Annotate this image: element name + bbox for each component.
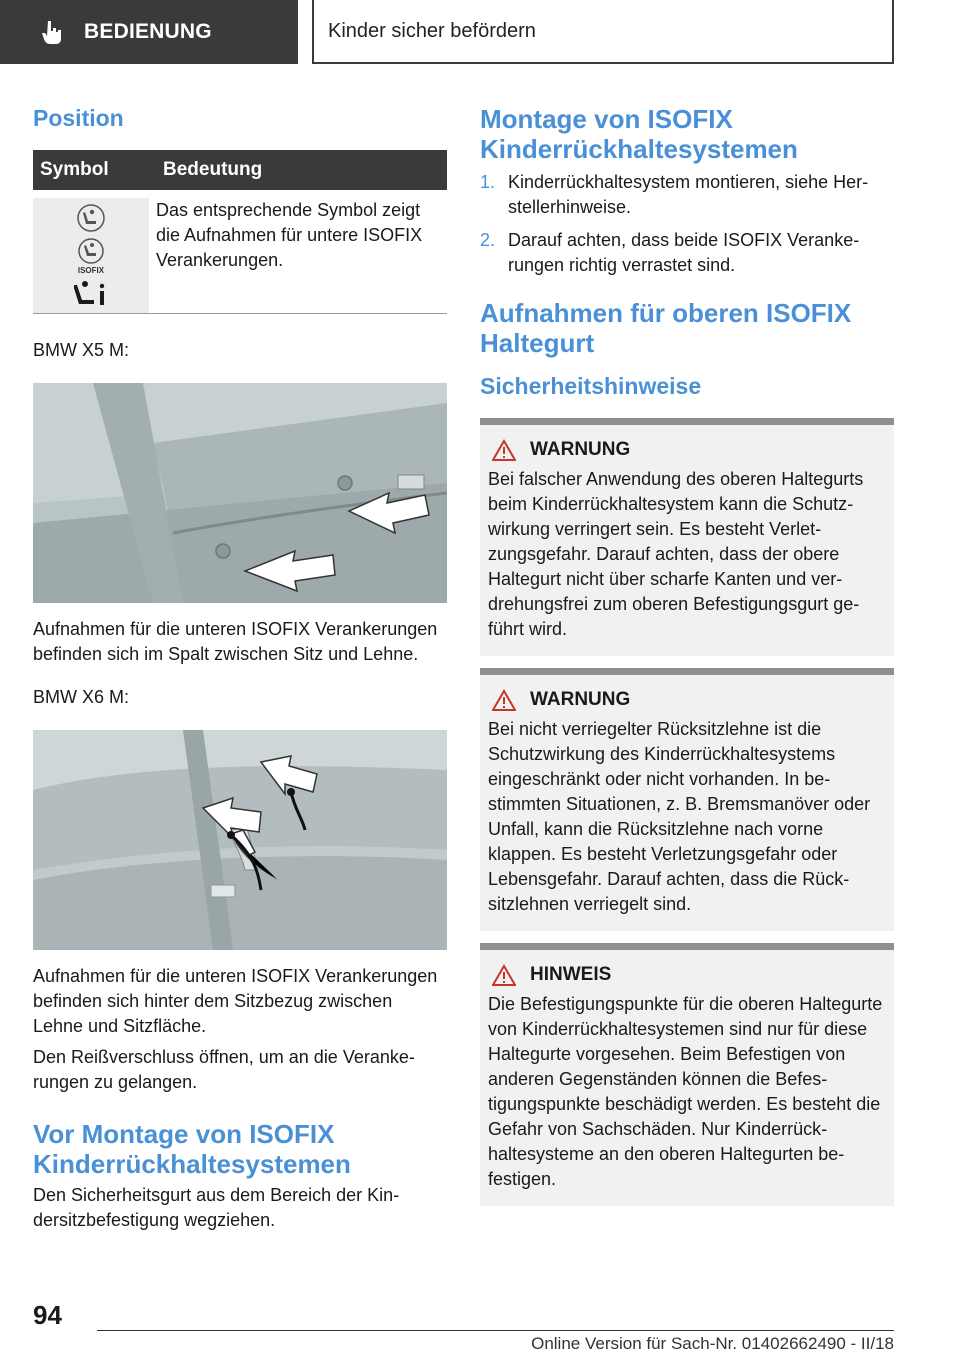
symbol-cell <box>33 198 149 313</box>
x5-label: BMW X5 M: <box>33 340 130 360</box>
warning-box <box>480 418 894 656</box>
notice-title: HINWEIS <box>530 964 612 985</box>
safety-heading: Sicherheitshinweise <box>480 373 702 399</box>
warning-title-row <box>488 439 886 461</box>
isofix-child-seat-icon <box>74 237 108 275</box>
step-number: 2. <box>480 230 496 250</box>
x6-seat-image <box>33 730 447 950</box>
page-footer <box>33 1300 894 1353</box>
x6-caption: Aufnahmen für die unteren ISOFIX Verankerungen befinden sich hinter dem Sitzbezug zwischen Lehne und Sitzfläche. <box>33 966 438 1036</box>
section-title: BEDIENUNG <box>84 20 212 43</box>
chapter-tab <box>312 0 894 64</box>
table-row <box>33 198 447 314</box>
step-number: 1. <box>480 172 496 192</box>
montage-heading: Montage von ISOFIX Kinderrückhaltesystemen <box>480 104 798 164</box>
warning-text: Bei nicht verriegelter Rücksitzlehne ist die Schutzwirkung des Kinderrückhaltesystems eingeschränkt oder nicht vorhanden. In bestimmten Situationen, z. B. Bremsmanöver oder Unfall, kann die Rücksitzlehne nach vorne klappen. Es besteht Verletzungsgefahr oder Lebensgefahr. Darauf achten, dass die Rücksitzlehnen verriegelt sind. <box>488 719 871 914</box>
chapter-title: Kinder sicher befördern <box>328 19 536 42</box>
x5-caption: Aufnahmen für die unteren ISOFIX Verankerungen befinden sich im Spalt zwischen Sitz und Lehne. <box>33 619 438 664</box>
list-item <box>480 170 894 220</box>
symbol-meaning: Das entsprechende Symbol zeigt die Aufnahmen für untere ISOFIX Verankerungen. <box>156 200 423 270</box>
isofix-label: ISOFIX <box>77 265 105 275</box>
list-item <box>480 228 894 278</box>
symbol-table <box>33 150 447 314</box>
col-meaning-header: Bedeutung <box>163 159 263 180</box>
section-tab <box>0 0 298 64</box>
x6-zip-text: Den Reißverschluss öffnen, um an die Verankerungen zu gelangen. <box>33 1047 415 1092</box>
vor-montage-text: Den Sicherheitsgurt aus dem Bereich der Kindersitzbefestigung wegziehen. <box>33 1185 400 1230</box>
col-symbol-header: Symbol <box>40 159 109 180</box>
online-version-text: Online Version für Sach-Nr. 01402662490 - II/18 <box>531 1334 894 1353</box>
x5-seat-image <box>33 383 447 603</box>
notice-title-row <box>488 964 886 986</box>
left-column <box>33 100 447 1233</box>
warning-triangle-icon <box>492 689 516 711</box>
step-text: Darauf achten, dass beide ISOFIX Verankerungen richtig verrastet sind. <box>508 230 860 275</box>
page-number: 94 <box>33 1300 62 1330</box>
footer-divider <box>97 1330 894 1331</box>
warning-title: WARNUNG <box>530 689 631 710</box>
step-text: Kinderrückhaltesystem montieren, siehe Herstellerhinweise. <box>508 172 869 217</box>
warning-triangle-icon <box>492 439 516 461</box>
right-column <box>480 100 894 1206</box>
page-header <box>0 0 960 66</box>
hand-pointer-icon <box>40 19 66 45</box>
warning-title-row <box>488 689 886 711</box>
x6-label: BMW X6 M: <box>33 687 130 707</box>
child-seat-icon <box>74 203 108 233</box>
vor-montage-heading: Vor Montage von ISOFIX Kinderrückhaltesystemen <box>33 1119 351 1179</box>
warning-text: Bei falscher Anwendung des oberen Haltegurts beim Kinderrückhaltesystem kann die Schutzwirkung verringert sein. Es besteht Verletzungsgefahr. Darauf achten, dass der obere Haltegurt nicht über scharfe Kanten und verdrehungsfrei zum oberen Befestigungsgurt geführt wird. <box>488 469 864 639</box>
notice-box <box>480 943 894 1206</box>
oben-haltegurt-heading: Aufnahmen für oberen ISOFIX Haltegurt <box>480 298 852 358</box>
warning-title: WARNUNG <box>530 439 631 460</box>
child-seat-info-icon <box>74 279 108 309</box>
warning-box <box>480 668 894 931</box>
notice-text: Die Befestigungspunkte für die oberen Haltegurte von Kinderrückhaltesystemen sind nur für diese Haltegurte vorgesehen. Beim Befestigen von anderen Gegenständen können die Befestigungspunkte beschädigt werden. Es besteht die Gefahr von Sachschäden. Nur Kinderrückhaltesysteme an den oberen Haltegurten befestigen. <box>488 994 883 1189</box>
montage-steps <box>480 170 894 278</box>
warning-triangle-icon <box>492 964 516 986</box>
table-header <box>33 150 447 190</box>
position-heading: Position <box>33 105 124 131</box>
